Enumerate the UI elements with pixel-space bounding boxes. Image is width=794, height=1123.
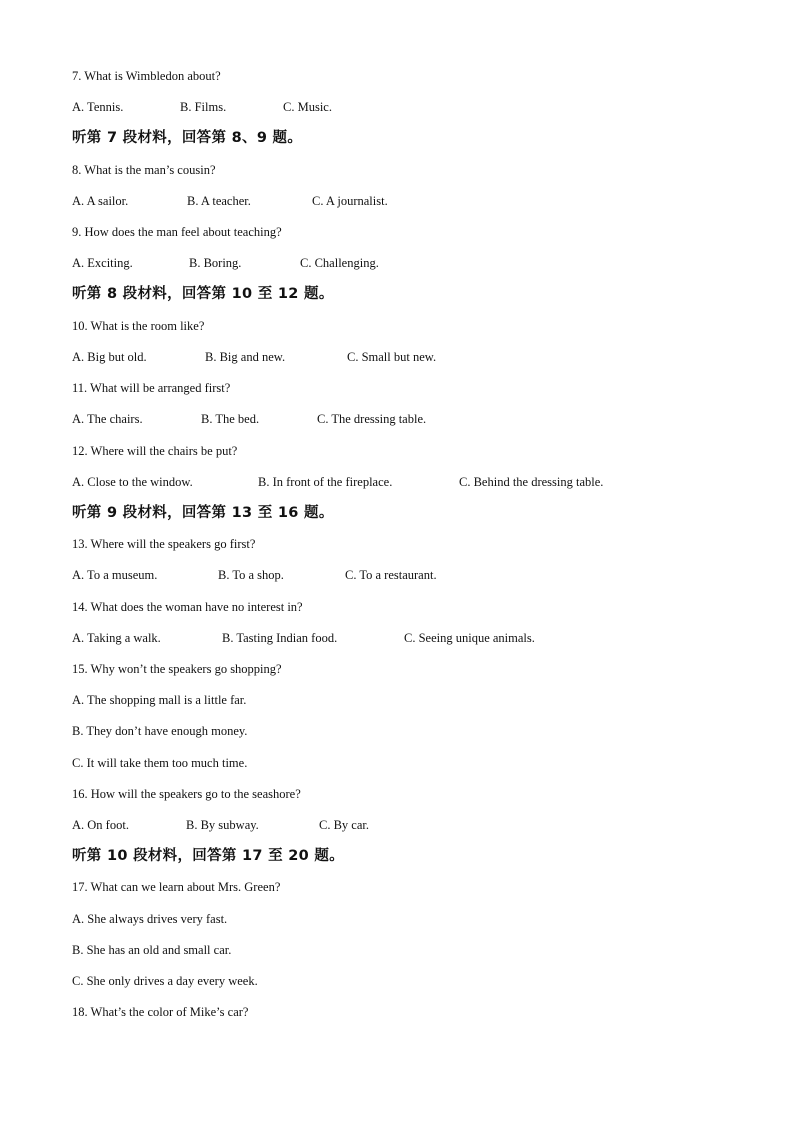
option-a: A. Close to the window. bbox=[72, 475, 193, 489]
option-c: C. The dressing table. bbox=[317, 412, 427, 426]
question-18: 18. What’s the color of Mike’s car? bbox=[72, 1005, 249, 1019]
option-b: B. Tasting Indian food. bbox=[222, 631, 338, 645]
option-c: C. To a restaurant. bbox=[345, 568, 437, 582]
question-15: 15. Why won’t the speakers go shopping? bbox=[72, 662, 282, 676]
option-b: B. By subway. bbox=[186, 818, 259, 832]
question-13: 13. Where will the speakers go first? bbox=[72, 537, 256, 551]
option-c: C. Seeing unique animals. bbox=[404, 631, 535, 645]
option-b: B. Big and new. bbox=[205, 350, 286, 364]
option-b: B. Boring. bbox=[189, 256, 242, 270]
question-17-option-a: A. She always drives very fast. bbox=[72, 912, 228, 926]
option-a: A. To a museum. bbox=[72, 568, 158, 582]
option-c: C. A journalist. bbox=[312, 194, 388, 208]
question-15-option-c: C. It will take them too much time. bbox=[72, 756, 248, 770]
question-14: 14. What does the woman have no interest in? bbox=[72, 600, 303, 614]
option-b: B. In front of the fireplace. bbox=[258, 475, 393, 489]
option-c: C. Behind the dressing table. bbox=[459, 475, 604, 489]
option-a: A. On foot. bbox=[72, 818, 129, 832]
section-heading-9: 听第 9 段材料，回答第 13 至 16 题。 bbox=[72, 505, 334, 521]
question-9: 9. How does the man feel about teaching? bbox=[72, 225, 282, 239]
option-a: A. Exciting. bbox=[72, 256, 133, 270]
question-8: 8. What is the man’s cousin? bbox=[72, 163, 216, 177]
question-15-option-b: B. They don’t have enough money. bbox=[72, 724, 248, 738]
question-15-option-a: A. The shopping mall is a little far. bbox=[72, 693, 247, 707]
option-a: A. Tennis. bbox=[72, 100, 124, 114]
question-7: 7. What is Wimbledon about? bbox=[72, 69, 221, 83]
question-11: 11. What will be arranged first? bbox=[72, 381, 231, 395]
option-c: C. Small but new. bbox=[347, 350, 437, 364]
question-17-option-c: C. She only drives a day every week. bbox=[72, 974, 258, 988]
option-a: A. Taking a walk. bbox=[72, 631, 161, 645]
option-b: B. The bed. bbox=[201, 412, 260, 426]
section-heading-7: 听第 7 段材料，回答第 8、9 题。 bbox=[72, 130, 303, 146]
question-17: 17. What can we learn about Mrs. Green? bbox=[72, 880, 281, 894]
option-c: C. Music. bbox=[283, 100, 332, 114]
question-17-option-b: B. She has an old and small car. bbox=[72, 943, 232, 957]
option-a: A. A sailor. bbox=[72, 194, 129, 208]
option-c: C. Challenging. bbox=[300, 256, 379, 270]
option-a: A. Big but old. bbox=[72, 350, 147, 364]
section-heading-10: 听第 10 段材料，回答第 17 至 20 题。 bbox=[72, 848, 345, 864]
option-b: B. A teacher. bbox=[187, 194, 251, 208]
question-16: 16. How will the speakers go to the seashore? bbox=[72, 787, 301, 801]
option-c: C. By car. bbox=[319, 818, 369, 832]
option-b: B. To a shop. bbox=[218, 568, 284, 582]
option-b: B. Films. bbox=[180, 100, 227, 114]
question-12: 12. Where will the chairs be put? bbox=[72, 444, 238, 458]
option-a: A. The chairs. bbox=[72, 412, 143, 426]
section-heading-8: 听第 8 段材料，回答第 10 至 12 题。 bbox=[72, 286, 334, 302]
question-10: 10. What is the room like? bbox=[72, 319, 205, 333]
